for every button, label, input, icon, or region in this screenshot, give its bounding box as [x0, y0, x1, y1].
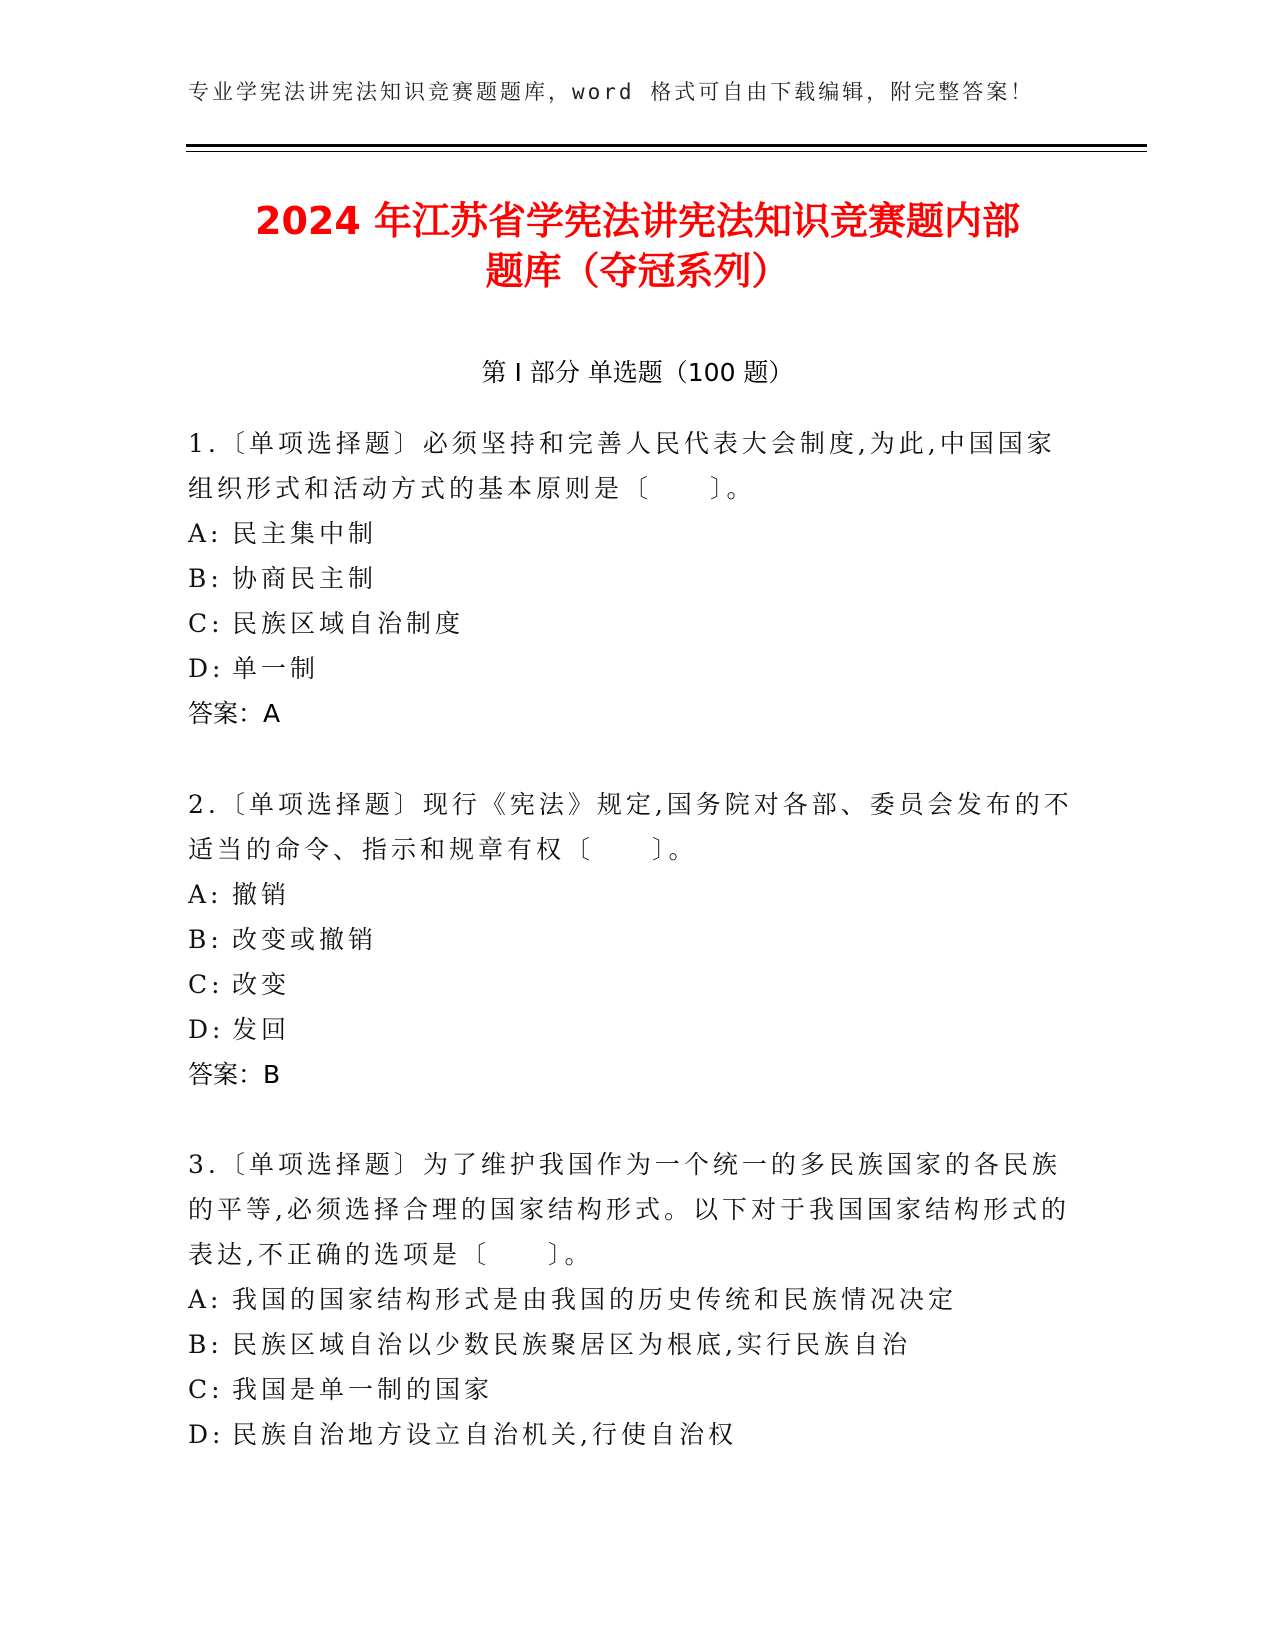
option-d	[188, 1412, 1078, 1457]
question-stem: 3.〔单项选择题〕为了维护我国作为一个统一的多民族国家的各民族的平等,必须选择合理的国家结构形式。以下对于我国国家结构形式的表达,不正确的选项是〔 〕。	[188, 1150, 1070, 1269]
document-title	[160, 196, 1115, 296]
option-b	[188, 1322, 1078, 1367]
option-b	[188, 917, 1078, 962]
option-a	[188, 511, 1078, 556]
option-key: B:	[188, 564, 223, 593]
header-note: 专业学宪法讲宪法知识竞赛题题库，word 格式可自由下载编辑，附完整答案！	[188, 80, 1035, 104]
option-b	[188, 556, 1078, 601]
option-text: 改变或撤销	[232, 925, 378, 954]
option-text: 我国是单一制的国家	[232, 1375, 494, 1404]
option-key: B:	[188, 925, 223, 954]
option-text: 民主集中制	[232, 519, 378, 548]
option-c	[188, 962, 1078, 1007]
option-a	[188, 1277, 1078, 1322]
option-text: 单一制	[232, 654, 320, 683]
option-key: C:	[188, 1375, 224, 1404]
option-text: 协商民主制	[232, 564, 378, 593]
option-key: D:	[188, 654, 225, 683]
option-key: D:	[188, 1420, 225, 1449]
option-text: 民族区域自治以少数民族聚居区为根底,实行民族自治	[232, 1330, 911, 1359]
question-3	[188, 1142, 1078, 1457]
answer-line: 答案：B	[188, 1060, 281, 1089]
option-text: 发回	[232, 1015, 291, 1044]
option-a	[188, 872, 1078, 917]
header-rule-thick	[186, 144, 1147, 147]
option-d	[188, 1007, 1078, 1052]
title-line-2: 题库（夺冠系列）	[485, 249, 790, 293]
option-key: A:	[188, 519, 223, 548]
option-text: 我国的国家结构形式是由我国的历史传统和民族情况决定	[232, 1285, 958, 1314]
header-rule-thin	[186, 151, 1147, 152]
section-title: 第 I 部分 单选题（100 题）	[481, 358, 794, 387]
question-2	[188, 782, 1078, 1097]
option-key: A:	[188, 880, 223, 909]
question-stem: 2.〔单项选择题〕现行《宪法》规定,国务院对各部、委员会发布的不适当的命令、指示和规章有权〔 〕。	[188, 790, 1073, 864]
option-text: 民族自治地方设立自治机关,行使自治权	[232, 1420, 737, 1449]
option-key: C:	[188, 970, 224, 999]
option-text: 民族区域自治制度	[232, 609, 465, 638]
option-key: B:	[188, 1330, 223, 1359]
answer-line: 答案：A	[188, 699, 281, 728]
option-key: C:	[188, 609, 224, 638]
question-stem: 1.〔单项选择题〕必须坚持和完善人民代表大会制度,为此,中国国家组织形式和活动方式的基本原则是〔 〕。	[188, 429, 1056, 503]
option-c	[188, 601, 1078, 646]
title-line-1: 2024 年江苏省学宪法讲宪法知识竞赛题内部	[255, 199, 1020, 243]
option-text: 撤销	[232, 880, 291, 909]
option-key: A:	[188, 1285, 223, 1314]
option-text: 改变	[232, 970, 291, 999]
option-d	[188, 646, 1078, 691]
option-key: D:	[188, 1015, 225, 1044]
question-1	[188, 421, 1078, 736]
option-c	[188, 1367, 1078, 1412]
